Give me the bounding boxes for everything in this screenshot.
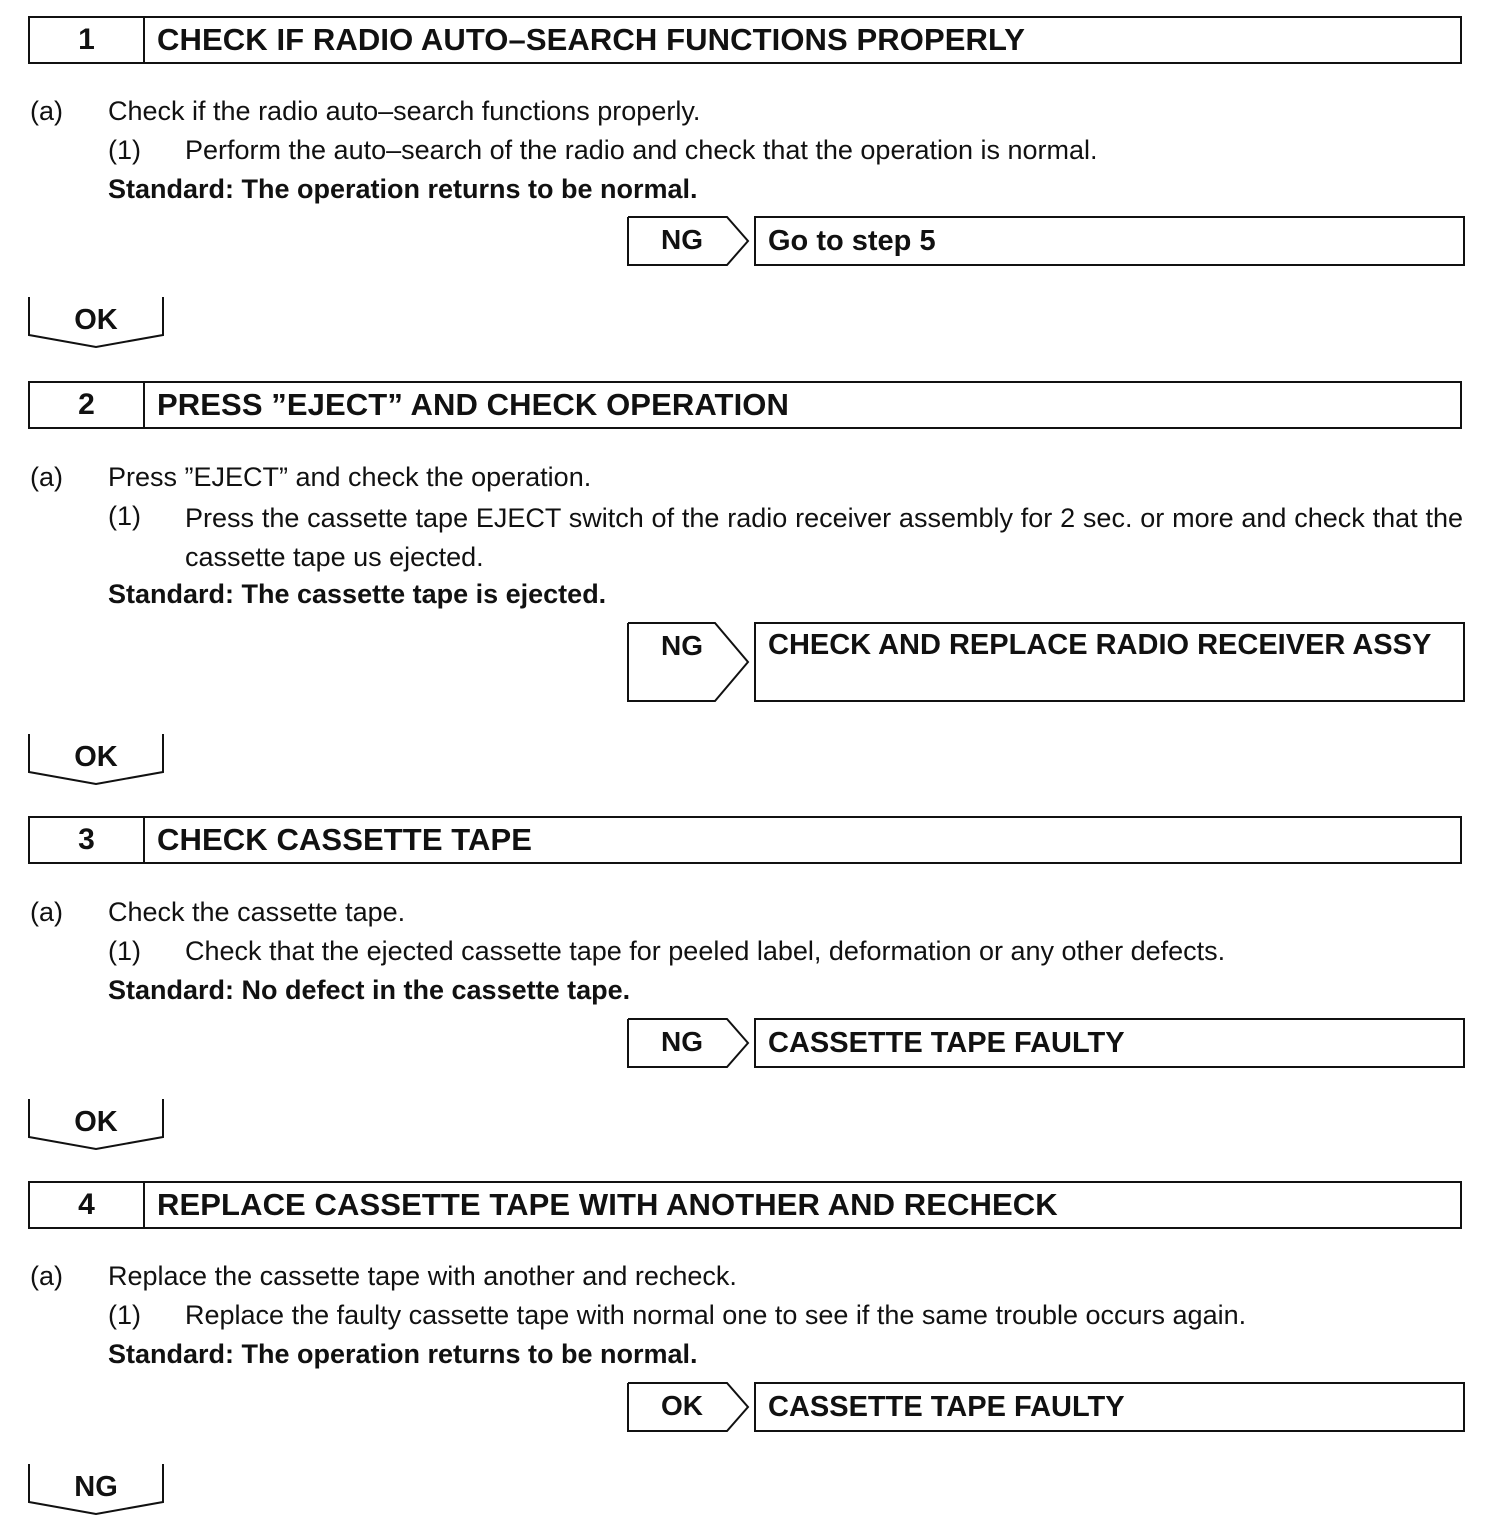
branch-result (754, 1018, 1465, 1068)
ng-branch (627, 622, 1465, 702)
flow-label: OK (74, 304, 118, 336)
step-title: CHECK IF RADIO AUTO–SEARCH FUNCTIONS PROPERLY (157, 22, 1025, 57)
sub-item-text: Check that the ejected cassette tape for peeled label, deformation or any other defects. (185, 936, 1226, 966)
step-title: CHECK CASSETTE TAPE (157, 822, 533, 857)
branch-label: NG (661, 630, 703, 661)
standard-text: Standard: The operation returns to be normal. (108, 1339, 698, 1369)
standard-text: Standard: No defect in the cassette tape. (108, 975, 631, 1005)
sub-item-label: (1) (108, 936, 141, 966)
ok-flow-tag (28, 296, 164, 348)
step-title: REPLACE CASSETTE TAPE WITH ANOTHER AND RECHECK (157, 1187, 1058, 1222)
sub-item-label: (1) (108, 501, 141, 531)
branch-result-text: CASSETTE TAPE FAULTY (768, 1026, 1125, 1059)
item-text: Press ”EJECT” and check the operation. (108, 462, 592, 492)
ng-branch (627, 216, 1465, 266)
step-1-header (28, 16, 1462, 64)
sub-item-text: Press the cassette tape EJECT switch of the radio receiver assembly for 2 sec. or more and check that the cassette tape us ejected. (185, 503, 1463, 572)
step-number: 2 (30, 383, 145, 427)
step-number: 3 (30, 818, 145, 862)
item-text: Check if the radio auto–search functions properly. (108, 96, 701, 126)
step-number: 1 (30, 18, 145, 62)
step-title: PRESS ”EJECT” AND CHECK OPERATION (157, 387, 789, 422)
ok-branch (627, 1382, 1465, 1432)
branch-result-text: CHECK AND REPLACE RADIO RECEIVER ASSY (768, 629, 1432, 661)
item-label: (a) (30, 462, 63, 492)
branch-label: NG (661, 224, 703, 255)
flow-label: OK (74, 1106, 118, 1138)
standard-text: Standard: The cassette tape is ejected. (108, 579, 607, 609)
branch-label: NG (661, 1026, 703, 1057)
step-number: 4 (30, 1183, 145, 1227)
flow-label: NG (74, 1471, 118, 1503)
sub-item-label: (1) (108, 135, 141, 165)
standard-text: Standard: The operation returns to be normal. (108, 174, 698, 204)
ok-flow-tag (28, 733, 164, 785)
item-label: (a) (30, 96, 63, 126)
branch-result (754, 622, 1465, 702)
branch-result-text: Go to step 5 (768, 224, 936, 257)
sub-item-text: Replace the faulty cassette tape with normal one to see if the same trouble occurs again. (185, 1300, 1247, 1330)
ng-flow-tag (28, 1463, 164, 1515)
item-text: Check the cassette tape. (108, 897, 406, 927)
branch-result-text: CASSETTE TAPE FAULTY (768, 1390, 1125, 1423)
ng-branch (627, 1018, 1465, 1068)
branch-result (754, 1382, 1465, 1432)
sub-item-label: (1) (108, 1300, 141, 1330)
branch-result (754, 216, 1465, 266)
item-label: (a) (30, 1261, 63, 1291)
sub-item-text: Perform the auto–search of the radio and check that the operation is normal. (185, 135, 1098, 165)
step-2-header (28, 381, 1462, 429)
branch-label: OK (661, 1390, 703, 1421)
flow-label: OK (74, 741, 118, 773)
item-text: Replace the cassette tape with another and recheck. (108, 1261, 737, 1291)
step-3-header (28, 816, 1462, 864)
step-4-header (28, 1181, 1462, 1229)
item-label: (a) (30, 897, 63, 927)
ok-flow-tag (28, 1098, 164, 1150)
